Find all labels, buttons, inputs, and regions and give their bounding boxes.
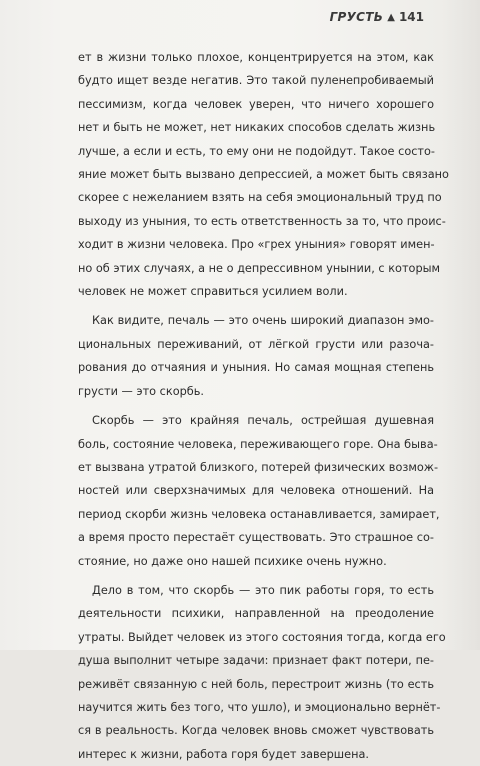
text-line: яние может быть вызвано депрессией, а может быть связано bbox=[78, 168, 449, 182]
text-line: а время просто перестаёт существовать. Это страшное со- bbox=[78, 531, 434, 545]
text-line: будто ищет везде негатив. Это такой пуленепробиваемый bbox=[78, 74, 434, 88]
text-line: интерес к жизни, работа горя будет завершена. bbox=[78, 747, 369, 761]
running-head bbox=[330, 10, 424, 24]
paragraph bbox=[78, 309, 434, 403]
text-line: ся в реальность. Когда человек вновь сможет чувствовать bbox=[78, 724, 434, 738]
text-line: стояние, но даже оно нашей психике очень нужно. bbox=[78, 554, 387, 568]
paragraph bbox=[78, 46, 449, 303]
triangle-marker-icon: ▲ bbox=[387, 11, 395, 23]
text-line: Как видите, печаль — это очень широкий диапазон эмо- bbox=[92, 314, 434, 328]
text-line: лучше, а если и есть, то ему они не подойдут. Такое состо- bbox=[78, 144, 436, 158]
page-number: 141 bbox=[398, 10, 424, 24]
text-line: деятельности психики, направленной на преодоление bbox=[78, 607, 434, 621]
text-line: реживёт связанную с ней боль, перестроит жизнь (то есть bbox=[78, 677, 434, 691]
text-line: нет и быть не может, нет никаких способов сделать жизнь bbox=[78, 121, 436, 135]
text-line: циональных переживаний, от лёгкой грусти или разоча- bbox=[78, 337, 434, 351]
text-line: грусти — это скорбь. bbox=[78, 384, 205, 398]
text-line: но об этих случаях, а не о депрессивном унынии, с которым bbox=[78, 261, 441, 275]
text-line: ет в жизни только плохое, концентрируется на этом, как bbox=[78, 51, 434, 64]
text-line: Скорбь — это крайняя печаль, острейшая душевная bbox=[92, 414, 434, 428]
section-title: ГРУСТЬ bbox=[329, 10, 384, 24]
text-line: рования до отчаяния и уныния. Но самая мощная степень bbox=[78, 361, 434, 375]
text-line: душа выполнит четыре задачи: признает факт потери, пе- bbox=[78, 654, 434, 668]
text-line: ходит в жизни человека. Про «грех уныния» говорят имен- bbox=[78, 238, 435, 252]
text-line: период скорби жизнь человека останавливается, замирает, bbox=[78, 507, 440, 521]
paragraph bbox=[78, 409, 440, 573]
body-text bbox=[78, 46, 449, 766]
text-line: научится жить без того, что ушло), и эмоционально вернёт- bbox=[78, 700, 441, 714]
text-line: утраты. Выйдет человек из этого состояния тогда, когда его bbox=[78, 630, 446, 644]
text-line: пессимизм, когда человек уверен, что ничего хорошего bbox=[78, 97, 434, 111]
text-line: выходу из уныния, то есть ответственность за то, что проис- bbox=[78, 214, 446, 228]
text-line: боль, состояние человека, переживающего горе. Она быва- bbox=[78, 437, 438, 451]
paragraph bbox=[78, 579, 446, 766]
text-line: скорее с нежеланием взять на себя эмоциональный труд по bbox=[78, 191, 442, 205]
text-line: ет вызвана утратой близкого, потерей физических возмож- bbox=[78, 460, 439, 474]
text-line: ностей или сверхзначимых для человека отношений. На bbox=[78, 484, 434, 498]
text-line: человек не может справиться усилием воли. bbox=[78, 285, 348, 299]
text-line: Дело в том, что скорбь — это пик работы горя, то есть bbox=[92, 583, 434, 597]
